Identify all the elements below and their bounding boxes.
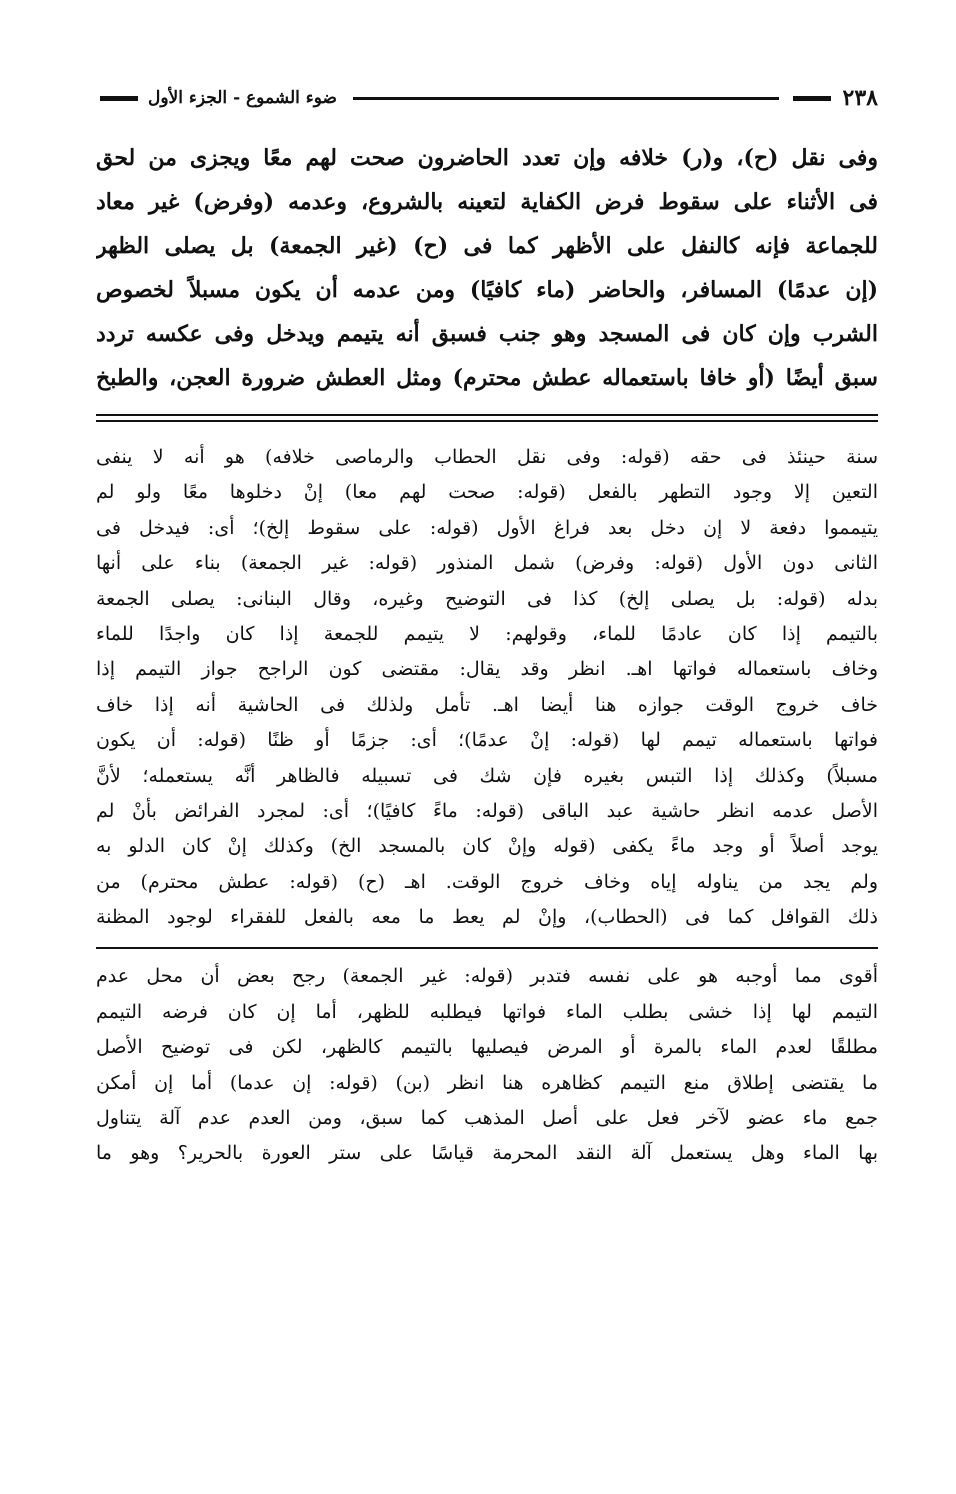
commentary-line: وخاف باستعماله فواتها اهـ. انظر وقد يقال: مقتضى كون الراجح جواز التيمم إذا — [96, 658, 878, 681]
commentary-line: الثانى دون الأول (قوله: وفرض) شمل المنذور (قوله: غير الجمعة) بناء على أنها — [96, 552, 878, 575]
header-dash-right — [100, 96, 138, 101]
footnote-text — [96, 959, 878, 1171]
header-dash-left — [793, 96, 831, 101]
commentary-line: بدله (قوله: بل يصلى إلخ) كذا فى التوضيح وغيره، وقال البنانى: يصلى الجمعة — [96, 587, 878, 610]
double-rule-divider — [96, 414, 878, 422]
header-rule — [353, 97, 779, 100]
commentary-line: الأصل عدمه انظر حاشية عبد الباقى (قوله: ماءً كافيًا)؛ أى: لمجرد الفرائض بأنْ لم — [96, 799, 878, 822]
footnote-line: مطلقًا لعدم الماء بالمرة أو المرض فيصليها بالتيمم كالظهر، لكن فى توضيح الأصل — [96, 1036, 878, 1059]
commentary-line: مسبلاً) وكذلك إذا التبس بغيره فإن شك فى تسبيله فالظاهر أنَّه يستعمله؛ لأنَّ — [96, 764, 878, 787]
main-line: فى الأثناء على سقوط فرض الكفاية لتعينه بالشروع، وعدمه (وفرض) غير معاد — [96, 189, 878, 215]
footnote-line: التيمم لها إذا خشى بطلب الماء فواتها فيطلبه للظهر، أما إن كان فرضه التيمم — [96, 1000, 878, 1023]
page-number: ٢٣٨ — [842, 85, 878, 111]
commentary-line: سنة حينئذ فى حقه (قوله: وفى نقل الحطاب والرماصى خلافه) هو أنه لا ينفى — [96, 446, 878, 468]
running-title: ضوء الشموع - الجزء الأول — [148, 88, 337, 108]
footnote-line: بها الماء وهل يستعمل آلة النقد المحرمة قياسًا على ستر العورة بالحرير؟ وهو ما — [96, 1142, 878, 1165]
main-text — [96, 136, 878, 400]
book-page — [96, 78, 878, 1172]
commentary-text — [96, 440, 878, 935]
page-header — [96, 78, 878, 118]
commentary-line: خاف خروج الوقت جوازه هنا أيضا اهـ. تأمل ولذلك فى الحاشية أنه إذا خاف — [96, 693, 878, 716]
footnote-line: ما يقتضى إطلاق منع التيمم كظاهره هنا انظر (بن) (قوله: إن عدما) أما إن أمكن — [96, 1071, 878, 1094]
main-line: وفى نقل (ح)، و(ر) خلافه وإن تعدد الحاضرون صحت لهم معًا ويجزى من لحق — [96, 145, 878, 171]
main-line: سبق أيضًا (أو خافا باستعماله عطش محترم) ومثل العطش ضرورة العجن، والطبخ — [96, 365, 878, 391]
commentary-line: يتيمموا دفعة لا إن دخل بعد فراغ الأول (قوله: على سقوط إلخ)؛ أى: فيدخل فى — [96, 516, 878, 539]
footnote-line: أقوى مما أوجبه هو على نفسه فتدبر (قوله: غير الجمعة) رجح بعض أن محل عدم — [96, 965, 878, 988]
main-line: الشرب وإن كان فى المسجد وهو جنب فسبق أنه يتيمم ويدخل وفى عكسه تردد — [96, 321, 878, 347]
footnote-separator — [96, 947, 878, 949]
commentary-line: ذلك القوافل كما فى (الحطاب)، وإنْ لم يعط ما معه بالفعل للفقراء لوجود المظنة — [96, 906, 878, 929]
commentary-line: بالتيمم إذا كان عادمًا للماء، وقولهم: لا يتيمم للجمعة إذا كان واجدًا للماء — [96, 622, 878, 645]
footnote-line: جمع ماء عضو لآخر فعل على أصل المذهب كما سبق، ومن العدم عدم آلة يتناول — [96, 1107, 878, 1130]
commentary-line: ولم يجد من يناوله إياه وخاف خروج الوقت. اهـ (ح) (قوله: عطش محترم) من — [96, 870, 878, 893]
commentary-line: فواتها باستعماله تيمم لها (قوله: إنْ عدمًا)؛ أى: جزمًا أو ظنًا (قوله: أن يكون — [96, 729, 878, 752]
commentary-line: يوجد أصلاً أو وجد ماءً يكفى (قوله وإنْ كان بالمسجد الخ) وكذلك إنْ كان الدلو به — [96, 835, 878, 858]
commentary-line: التعين إلا وجود التطهر بالفعل (قوله: صحت لهم معا) إنْ دخلوها معًا ولو لم — [96, 481, 878, 504]
main-line: للجماعة فإنه كالنفل على الأظهر كما فى (ح) (غير الجمعة) بل يصلى الظهر — [96, 233, 878, 259]
main-line: (إن عدمًا) المسافر، والحاضر (ماء كافيًا) ومن عدمه أن يكون مسبلاً لخصوص — [96, 277, 878, 303]
